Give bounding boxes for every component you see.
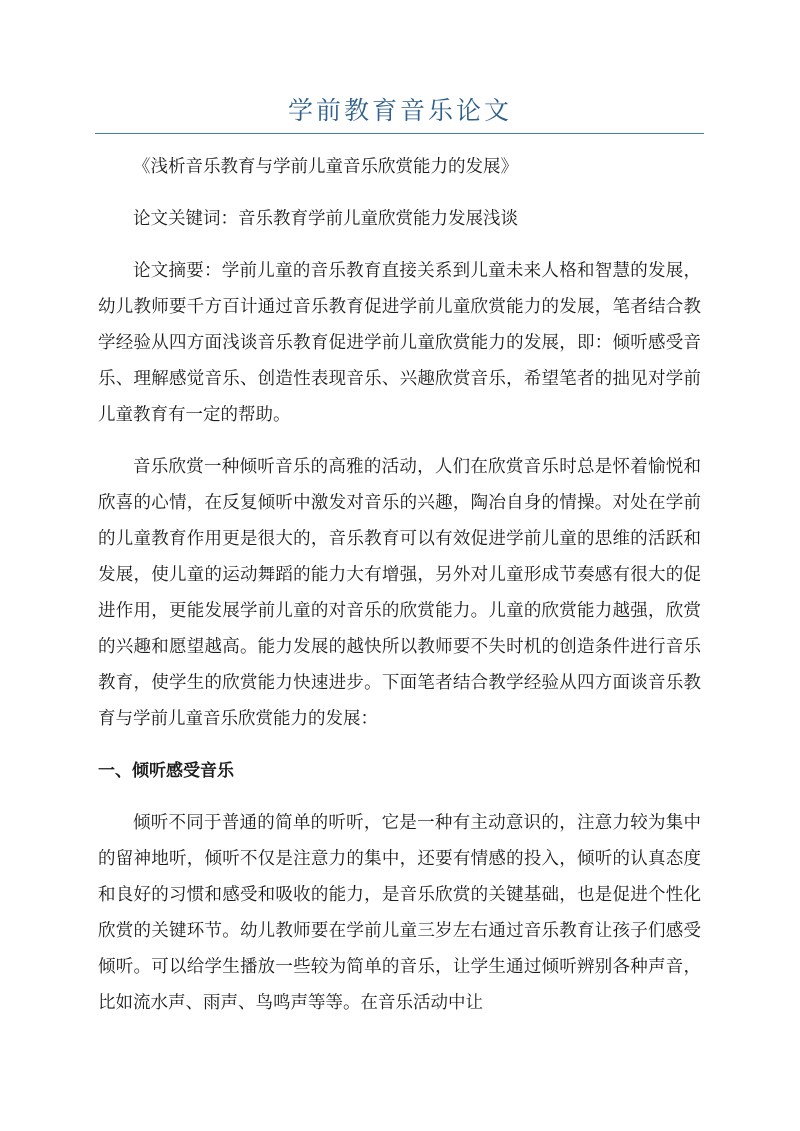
section-heading-1: 一、倾听感受音乐	[98, 761, 234, 781]
paper-subtitle: 《浅析音乐教育与学前儿童音乐欣赏能力的发展》	[133, 157, 518, 177]
section1-paragraph: 倾听不同于普通的简单的听听，它是一种有主动意识的，注意力较为集中的留神地听，倾听不仅是注意力的集中，还要有情感的投入，倾听的认真态度和良好的习惯和感受和吸收的能力，是音乐欣赏的关键基础，也是促进个性化欣赏的关键环节。幼儿教师要在学前儿童三岁左右通过音乐教育让孩子们感受倾听。可以给学生播放一些较为简单的音乐，让学生通过倾听辨别各种声音，比如流水声、雨声、鸟鸣声等等。在音乐活动中让	[98, 813, 701, 1013]
keywords-paragraph: 论文关键词：音乐教育学前儿童欣赏能力发展浅谈	[133, 209, 518, 229]
abstract-paragraph: 论文摘要：学前儿童的音乐教育直接关系到儿童未来人格和智慧的发展，幼儿教师要千方百计通过音乐教育促进学前儿童欣赏能力的发展，笔者结合教学经验从四方面浅谈音乐教育促进学前儿童欣赏能力的发展，即：倾听感受音乐、理解感觉音乐、创造性表现音乐、兴趣欣赏音乐，希望笔者的拙见对学前儿童教育有一定的帮助。	[98, 261, 701, 425]
intro-paragraph: 音乐欣赏一种倾听音乐的高雅的活动，人们在欣赏音乐时总是怀着愉悦和欣喜的心情，在反复倾听中激发对音乐的兴趣，陶冶自身的情操。对处在学前的儿童教育作用更是很大的，音乐教育可以有效促进学前儿童的思维的活跃和发展，使儿童的运动舞蹈的能力大有增强，另外对儿童形成节奏感有很大的促进作用，更能发展学前儿童的对音乐的欣赏能力。儿童的欣赏能力越强，欣赏的兴趣和愿望越高。能力发展的越快所以教师要不失时机的创造条件进行音乐教育，使学生的欣赏能力快速进步。下面笔者结合教学经验从四方面谈音乐教育与学前儿童音乐欣赏能力的发展：	[98, 457, 701, 729]
document-title: 学前教育音乐论文	[287, 96, 512, 125]
title-divider	[95, 133, 704, 134]
document-body	[98, 149, 701, 1037]
